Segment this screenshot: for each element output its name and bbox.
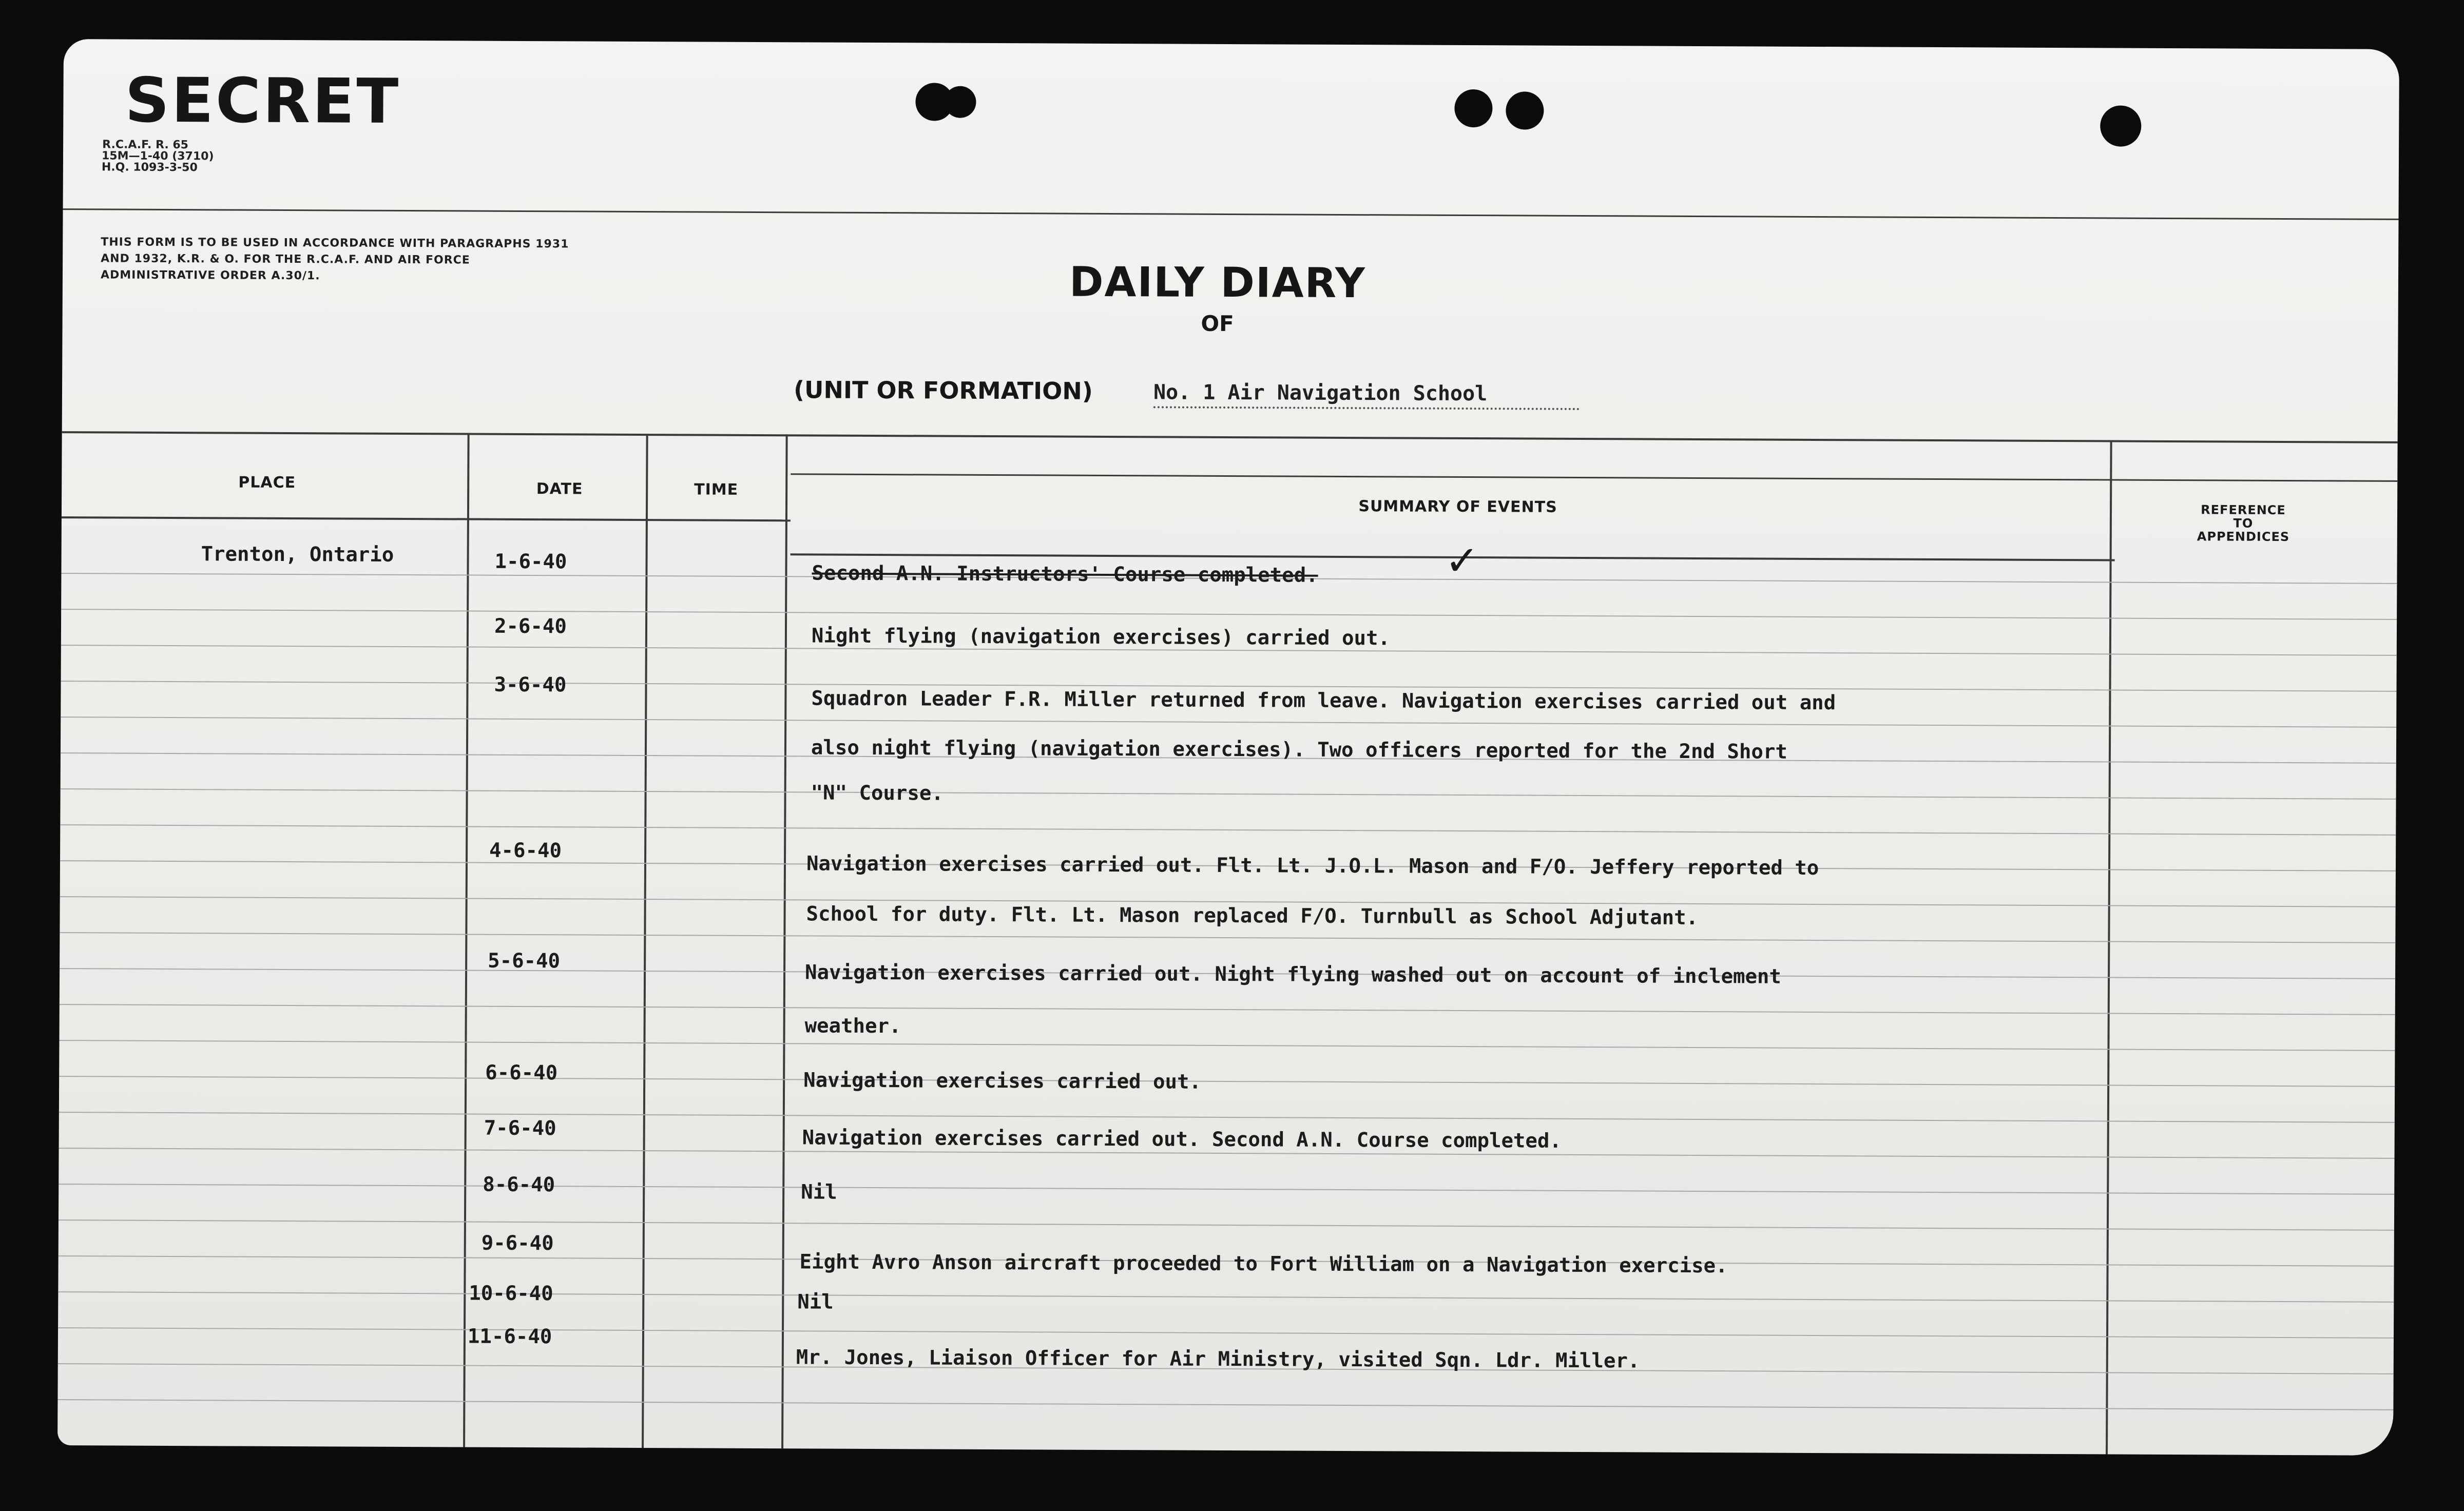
date-entry: 7-6-40: [484, 1116, 556, 1140]
ruled-line: [60, 824, 2396, 836]
table-header-border: [62, 516, 791, 521]
column-divider: [781, 434, 788, 1450]
summary-line: Navigation exercises carried out. Second A.N. Course completed.: [802, 1126, 1562, 1153]
diary-sheet: [57, 39, 2399, 1456]
ruled-line: [59, 1184, 2394, 1195]
summary-line: weather.: [804, 1014, 901, 1038]
punch-hole: [1454, 89, 1492, 127]
date-entry: 8-6-40: [483, 1173, 555, 1197]
form-number-line: H.Q. 1093-3-50: [101, 161, 198, 175]
date-entry: 11-6-40: [467, 1325, 552, 1349]
date-entry: 10-6-40: [469, 1282, 553, 1306]
ruled-line: [59, 1219, 2394, 1231]
ruled-line: [61, 609, 2397, 620]
unit-label: (UNIT OR FORMATION): [793, 376, 1093, 405]
ruled-line: [59, 1076, 2395, 1087]
form-instruction: THIS FORM IS TO BE USED IN ACCORDANCE WITH PARAGRAPHS 1931 AND 1932, K.R. & O. FOR THE R.C.A.F. AND AIR FORCE ADMINISTRATIVE ORDER A.30/1.: [100, 236, 569, 283]
ruled-line: [57, 1399, 2393, 1410]
summary-line: Squadron Leader F.R. Miller returned from leave. Navigation exercises carried out and: [811, 687, 1836, 715]
table-top-border: [62, 431, 2398, 443]
date-entry: 3-6-40: [494, 673, 567, 697]
ruled-line: [59, 1112, 2395, 1123]
column-header-date: DATE: [536, 480, 583, 498]
ruled-line: [59, 1040, 2395, 1051]
summary-line: School for duty. Flt. Lt. Mason replaced F/O. Turnbull as School Adjutant.: [806, 902, 1699, 929]
summary-line: Eight Avro Anson aircraft proceeded to Fort William on a Navigation exercise.: [799, 1250, 1728, 1278]
summary-line: Nil: [801, 1180, 837, 1204]
header-rule: [63, 208, 2399, 220]
summary-line: Mr. Jones, Liaison Officer for Air Ministry, visited Sqn. Ldr. Miller.: [796, 1346, 1640, 1373]
date-entry: 9-6-40: [481, 1231, 554, 1255]
column-header-reference: REFERENCE TO APPENDICES: [2197, 502, 2290, 545]
summary-line: Navigation exercises carried out. Flt. Lt. J.O.L. Mason and F/O. Jeffery reported to: [806, 852, 1819, 880]
form-number: [101, 138, 214, 175]
punch-hole: [1506, 91, 1544, 129]
page-title: DAILY DIARY: [1069, 258, 1366, 307]
date-entry: 2-6-40: [494, 614, 567, 638]
date-entry: 1-6-40: [494, 550, 567, 574]
check-mark: ✓: [1445, 536, 1479, 585]
date-entry: 5-6-40: [488, 949, 561, 973]
form-number-line: 15M—1-40 (3710): [101, 149, 214, 163]
punch-hole: [2100, 105, 2141, 146]
column-divider: [2106, 440, 2112, 1455]
summary-line: also night flying (navigation exercises). Two officers reported for the 2nd Short: [811, 736, 1787, 764]
summary-line: Nil: [797, 1290, 834, 1314]
column-header-time: TIME: [694, 480, 739, 499]
ruled-line: [58, 1291, 2394, 1303]
ruled-line: [61, 788, 2396, 800]
summary-line: Night flying (navigation exercises) carried out.: [811, 624, 1391, 650]
summary-line: Navigation exercises carried out.: [803, 1069, 1202, 1094]
column-header-summary: SUMMARY OF EVENTS: [1358, 497, 1557, 516]
date-entry: 6-6-40: [485, 1061, 558, 1085]
ruled-line: [60, 1004, 2395, 1015]
ruled-line: [60, 932, 2395, 943]
punch-hole: [944, 86, 976, 118]
column-divider: [642, 434, 648, 1450]
column-header-place: PLACE: [238, 473, 296, 492]
ruled-line: [58, 1327, 2394, 1339]
form-number-line: R.C.A.F. R. 65: [102, 138, 189, 152]
summary-line: Second A.N. Instructors' Course completed.: [812, 561, 1318, 587]
title-of: OF: [1201, 311, 1234, 337]
date-entry: 4-6-40: [489, 839, 562, 863]
unit-value: No. 1 Air Navigation School: [1153, 380, 1580, 410]
table-header-border: [791, 473, 2397, 482]
ruled-line: [61, 716, 2396, 728]
summary-line: Navigation exercises carried out. Night flying washed out on account of inclement: [804, 961, 1782, 989]
secret-stamp: SECRET: [125, 65, 401, 138]
place-entry: Trenton, Ontario: [201, 543, 394, 567]
summary-line: "N" Course.: [811, 781, 944, 805]
